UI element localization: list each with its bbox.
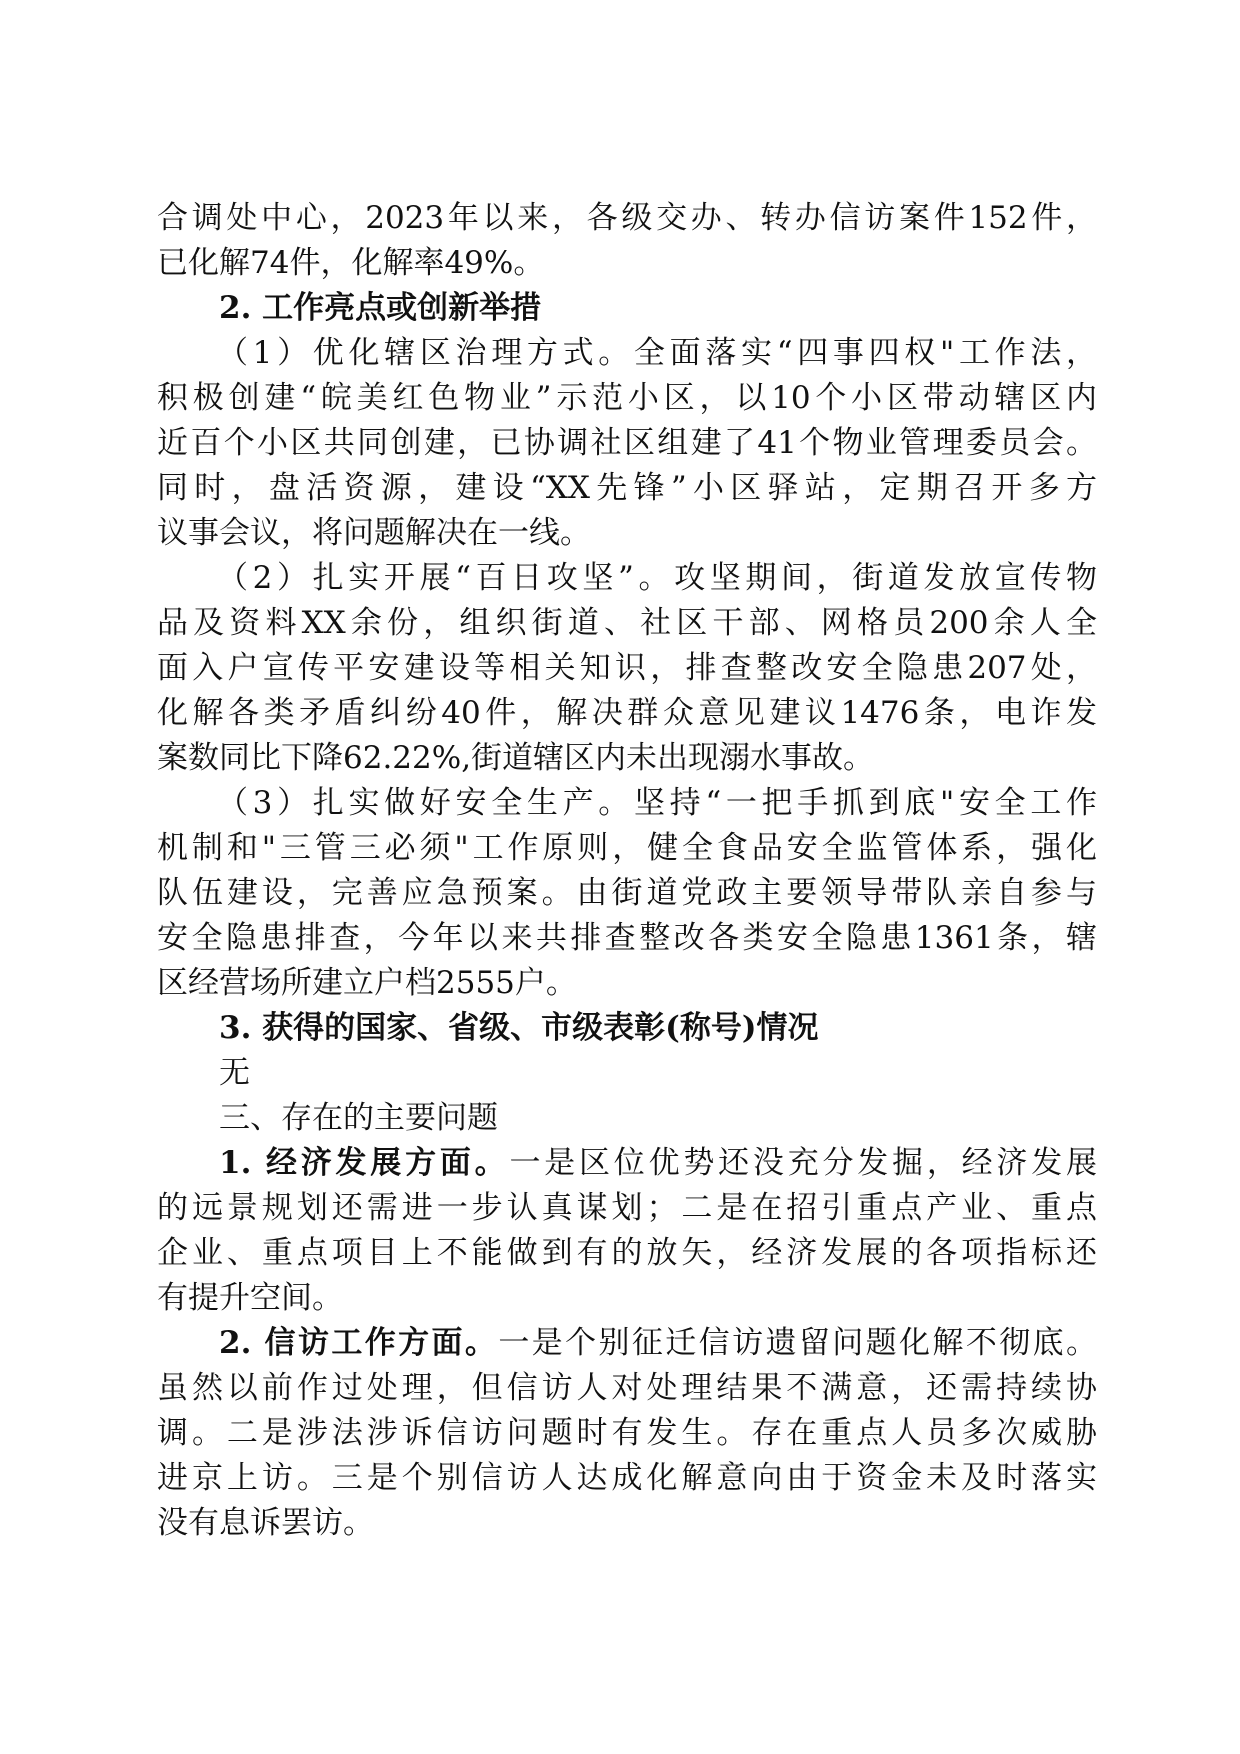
lead-petition: 2. 信访工作方面。 — [219, 1325, 499, 1361]
heading-awards: 3. 获得的国家、省级、市级表彰(称号)情况 — [219, 1010, 819, 1046]
text-line: 队伍建设，完善应急预案。由街道党政主要领导带队亲自参与 — [157, 875, 1097, 911]
text-line: 区经营场所建立户档2555户。 — [157, 965, 577, 1001]
text-run: 一是区位优势还没充分发掘，经济发展 — [509, 1145, 1097, 1181]
paragraph-economic — [157, 1141, 1097, 1321]
paragraph-item-3 — [157, 781, 1097, 1006]
text-line: 品及资料XX余份，组织街道、社区干部、网格员200余人全 — [157, 605, 1097, 641]
text-line: 机制和"三管三必须"工作原则，健全食品安全监管体系，强化 — [157, 830, 1097, 866]
text-line: 调。二是涉法涉诉信访问题时有发生。存在重点人员多次威胁 — [157, 1415, 1097, 1451]
paragraph-intro — [157, 196, 1097, 286]
heading-main-problems: 三、存在的主要问题 — [219, 1100, 498, 1136]
paragraph-item-2 — [157, 556, 1097, 781]
text-line: （1）优化辖区治理方式。全面落实“四事四权"工作法， — [217, 335, 1097, 371]
text-none: 无 — [219, 1055, 250, 1091]
text-line: （2）扎实开展“百日攻坚”。攻坚期间，街道发放宣传物 — [217, 560, 1097, 596]
text-line: 案数同比下降62.22%,街道辖区内未出现溺水事故。 — [157, 740, 875, 776]
text-run: 一是个别征迁信访遗留问题化解不彻底。 — [498, 1325, 1098, 1361]
text-line: 积极创建“皖美红色物业”示范小区，以10个小区带动辖区内 — [157, 380, 1097, 416]
document-body — [157, 196, 1097, 1546]
text-line: 合调处中心，2023年以来，各级交办、转办信访案件152件， — [157, 200, 1097, 236]
paragraph-petition — [157, 1321, 1097, 1546]
text-line: 虽然以前作过处理，但信访人对处理结果不满意，还需持续协 — [157, 1370, 1097, 1406]
text-line: 已化解74件，化解率49%。 — [157, 245, 545, 281]
text-line: 企业、重点项目上不能做到有的放矢，经济发展的各项指标还 — [157, 1235, 1097, 1271]
text-line: 同时，盘活资源，建设“XX先锋”小区驿站，定期召开多方 — [157, 470, 1097, 506]
text-line: 议事会议，将问题解决在一线。 — [157, 515, 591, 551]
text-line: 安全隐患排查，今年以来共排查整改各类安全隐患1361条，辖 — [157, 920, 1097, 956]
text-line: 有提升空间。 — [157, 1280, 343, 1316]
text-line: 的远景规划还需进一步认真谋划；二是在招引重点产业、重点 — [157, 1190, 1097, 1226]
paragraph-item-1 — [157, 331, 1097, 556]
lead-economic: 1. 经济发展方面。 — [219, 1145, 510, 1181]
text-line: 进京上访。三是个别信访人达成化解意向由于资金未及时落实 — [157, 1460, 1097, 1496]
heading-work-highlights: 2. 工作亮点或创新举措 — [219, 290, 542, 326]
text-line: （3）扎实做好安全生产。坚持“一把手抓到底"安全工作 — [217, 785, 1097, 821]
text-line: 近百个小区共同创建，已协调社区组建了41个物业管理委员会。 — [157, 425, 1097, 461]
text-line — [157, 1321, 1097, 1366]
text-line: 没有息诉罢访。 — [157, 1505, 374, 1541]
text-line: 化解各类矛盾纠纷40件，解决群众意见建议1476条，电诈发 — [157, 695, 1097, 731]
text-line: 面入户宣传平安建设等相关知识，排查整改安全隐患207处， — [157, 650, 1097, 686]
text-line — [157, 1141, 1097, 1186]
